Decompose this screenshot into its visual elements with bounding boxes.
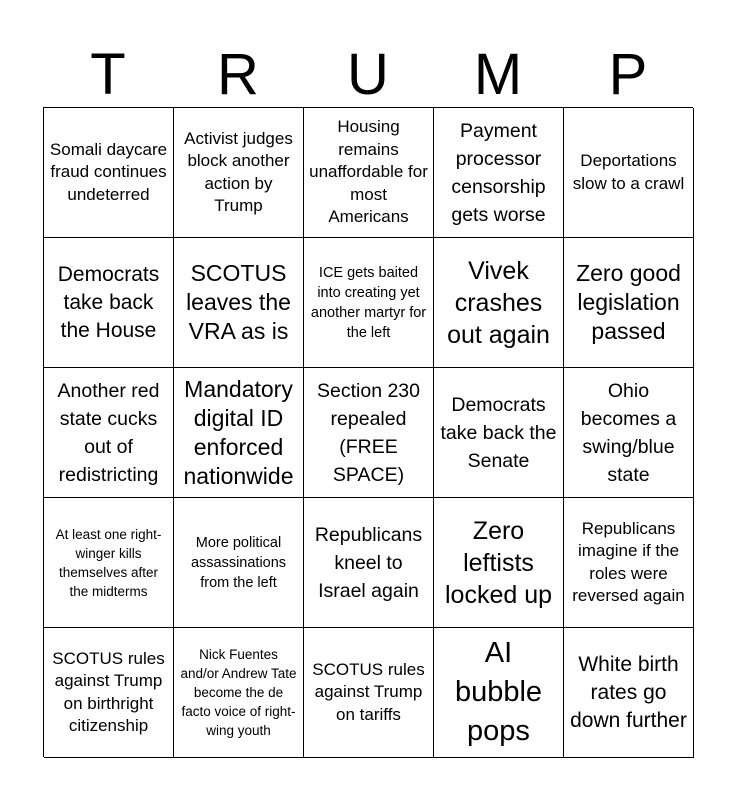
bingo-cell[interactable] <box>564 628 694 758</box>
bingo-cell[interactable] <box>174 498 304 628</box>
bingo-cell[interactable] <box>434 368 564 498</box>
header-letter-r: R <box>217 42 259 107</box>
header-letter-u: U <box>347 42 389 107</box>
bingo-cell[interactable] <box>434 238 564 368</box>
bingo-cell[interactable] <box>304 368 434 498</box>
bingo-cell-text: Mandatory digital ID enforced nationwide <box>183 375 294 489</box>
bingo-cell-text: SCOTUS leaves the VRA as is <box>186 260 291 344</box>
bingo-cell-text: Another red state cucks out of redistricting <box>57 379 160 486</box>
bingo-cell[interactable] <box>304 498 434 628</box>
bingo-cell[interactable] <box>174 238 304 368</box>
bingo-cell-text: Zero good legislation passed <box>576 260 681 344</box>
bingo-cell-text: Somali daycare fraud continues undeterred <box>49 139 168 204</box>
bingo-cell-text: Housing remains unaffordable for most Americans <box>309 117 428 227</box>
bingo-cell-text: White birth rates go down further <box>570 652 687 732</box>
bingo-cell-text: Republicans kneel to Israel again <box>314 523 423 602</box>
bingo-cell-text: AI bubble pops <box>454 637 543 747</box>
header-letter-m: M <box>473 42 523 107</box>
bingo-cell-text: Vivek crashes out again <box>447 256 550 349</box>
bingo-cell[interactable] <box>174 108 304 238</box>
bingo-cell[interactable] <box>44 238 174 368</box>
bingo-cell[interactable] <box>564 368 694 498</box>
bingo-grid <box>43 107 693 757</box>
bingo-cell-text: Nick Fuentes and/or Andrew Tate become the de facto voice of right-wing youth <box>180 647 297 738</box>
bingo-cell[interactable] <box>44 628 174 758</box>
bingo-cell[interactable] <box>174 368 304 498</box>
bingo-cell-text: Payment processor censorship gets worse <box>451 119 546 226</box>
bingo-cell[interactable] <box>564 238 694 368</box>
bingo-cell[interactable] <box>304 238 434 368</box>
bingo-cell-text: Section 230 repealed (FREE SPACE) <box>317 379 420 486</box>
bingo-cell[interactable] <box>434 108 564 238</box>
bingo-cell-text: At least one right-winger kills themselves after the midterms <box>55 526 162 599</box>
bingo-cell[interactable] <box>174 628 304 758</box>
bingo-cell-text: More political assassinations from the left <box>190 534 287 591</box>
bingo-cell[interactable] <box>434 498 564 628</box>
bingo-cell[interactable] <box>44 108 174 238</box>
bingo-cell-text: Zero leftists locked up <box>444 516 553 609</box>
bingo-cell-text: Activist judges block another action by Trump <box>184 128 293 215</box>
bingo-cell-text: SCOTUS rules against Trump on tariffs <box>312 659 425 724</box>
bingo-cell-text: SCOTUS rules against Trump on birthright citizenship <box>52 648 165 735</box>
bingo-cell[interactable] <box>304 108 434 238</box>
bingo-cell[interactable] <box>44 368 174 498</box>
bingo-cell-text: Deportations slow to a crawl <box>572 151 685 193</box>
bingo-cell-text: Ohio becomes a swing/blue state <box>580 379 677 486</box>
bingo-cell-text: ICE gets baited into creating yet another martyr for the left <box>310 264 427 341</box>
header-letter-t: T <box>90 42 126 107</box>
bingo-cell[interactable] <box>564 108 694 238</box>
bingo-cell-text: Democrats take back the House <box>57 262 160 342</box>
header-letter-p: P <box>608 42 648 107</box>
bingo-cell[interactable] <box>44 498 174 628</box>
bingo-cell[interactable] <box>434 628 564 758</box>
bingo-cell[interactable] <box>304 628 434 758</box>
bingo-header <box>43 42 693 108</box>
bingo-cell[interactable] <box>564 498 694 628</box>
bingo-cell-text: Democrats take back the Senate <box>440 393 557 472</box>
bingo-cell-text: Republicans imagine if the roles were reversed again <box>572 518 685 605</box>
